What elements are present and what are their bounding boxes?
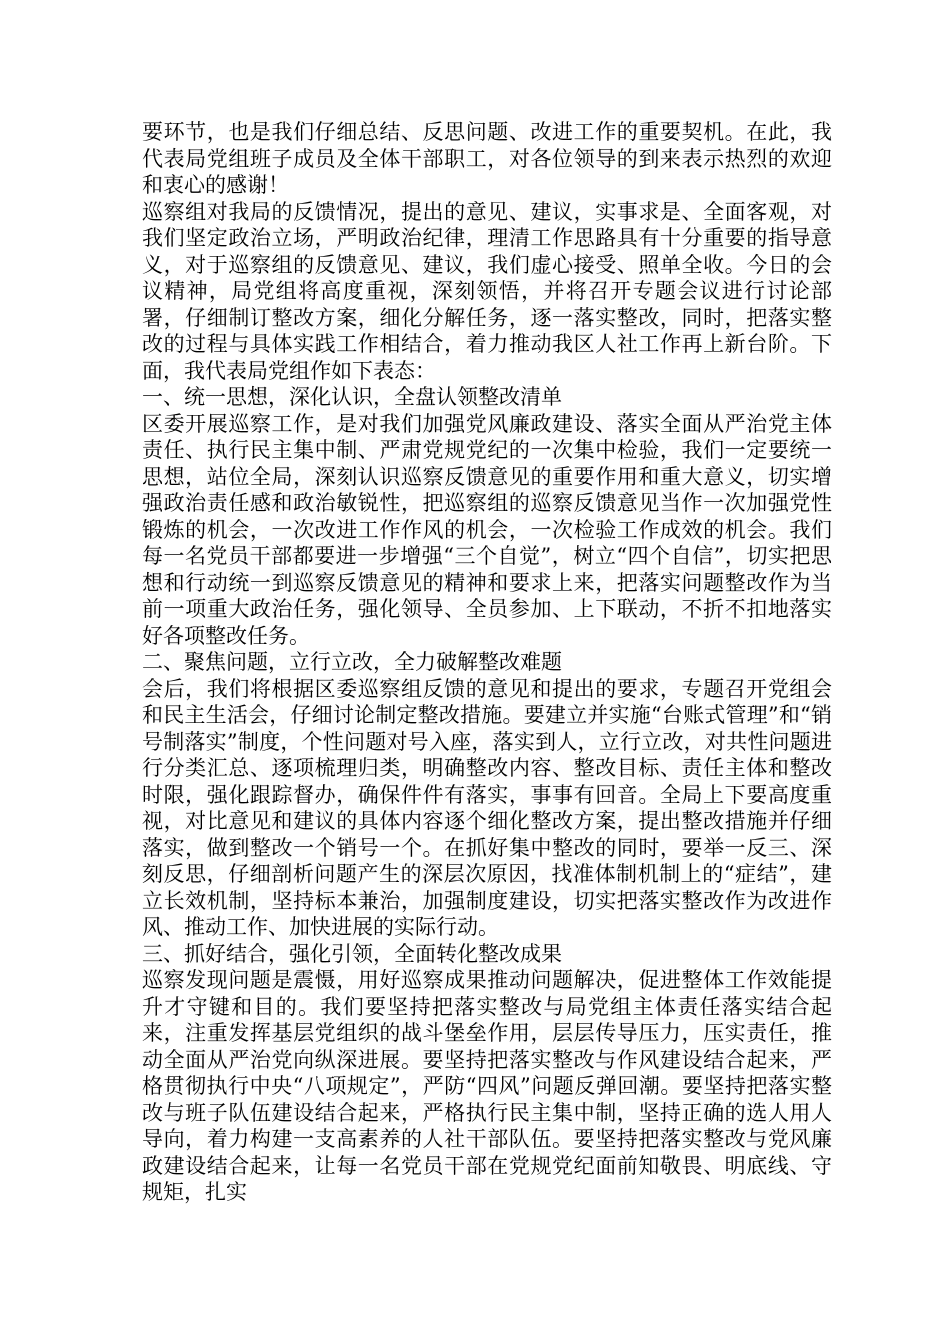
body-paragraph: 区委开展巡察工作，是对我们加强党风廉政建设、落实全面从严治党主体责任、执行民主集中制、严肃党规党纪的一次集中检验，我们一定要统一思想，站位全局，深刻认识巡察反馈意见的重要作用和重大意义，切实增强政治责任感和政治敏锐性，把巡察组的巡察反馈意见当作一次加强党性锻炼的机会，一次改进工作作风的机会，一次检验工作成效的机会。我们每一名党员干部都要进一步增强“三个自觉”，树立“四个自信”，切实把思想和行动统一到巡察反馈意见的精神和要求上来，把落实问题整改作为当前一项重大政治任务，强化领导、全员参加、上下联动，不折不扣地落实好各项整改任务。 [142, 411, 832, 648]
section-heading: 三、抓好结合，强化引领，全面转化整改成果 [142, 941, 562, 966]
section-heading: 一、统一思想，深化认识，全盘认领整改清单 [142, 385, 562, 409]
section-heading: 二、聚焦问题，立行立改，全力破解整改难题 [142, 650, 562, 674]
body-paragraph: 巡察发现问题是震慑，用好巡察成果推动问题解决，促进整体工作效能提升才守键和目的。我们要坚持把落实整改与局党组主体责任落实结合起来，注重发挥基层党组织的战斗堡垒作用，层层传导压力，压实责任，推动全面从严治党向纵深进展。要坚持把落实整改与作风建设结合起来，严格贯彻执行中央“八项规定”，严防“四风”问题反弹回潮。要坚持把落实整改与班子队伍建设结合起来，严格执行民主集中制，坚持正确的选人用人导向，着力构建一支高素养的人社干部队伍。要坚持把落实整改与党风廉政建设结合起来，让每一名党员干部在党规党纪面前知敬畏、明底线、守规矩，扎实 [142, 968, 832, 1204]
body-paragraph: 巡察组对我局的反馈情况，提出的意见、建议，实事求是、全面客观，对我们坚定政治立场，严明政治纪律，理清工作思路具有十分重要的指导意义，对于巡察组的反馈意见、建议，我们虚心接受、照单全收。今日的会议精神，局党组将高度重视，深刻领悟，并将召开专题会议进行讨论部署，仔细制订整改方案，细化分解任务，逐一落实整改，同时，把落实整改的过程与具体实践工作相结合，着力推动我区人社工作再上新台阶。下面，我代表局党组作如下表态： [142, 199, 832, 383]
body-paragraph: 会后，我们将根据区委巡察组反馈的意见和提出的要求，专题召开党组会和民主生活会，仔细讨论制定整改措施。要建立并实施“台账式管理”和“销号制落实”制度，个性问题对号入座，落实到人，立行立改，对共性问题进行分类汇总、逐项梳理归类，明确整改内容、整改目标、责任主体和整改时限，强化跟踪督办，确保件件有落实，事事有回音。全局上下要高度重视，对比意见和建议的具体内容逐个细化整改方案，提出整改措施并仔细落实，做到整改一个销号一个。在抓好集中整改的同时，要举一反三、深刻反思，仔细剖析问题产生的深层次原因，找准体制机制上的“症结”，建立长效机制，坚持标本兼治，加强制度建设，切实把落实整改作为改进作风、推动工作、加快进展的实际行动。 [142, 676, 832, 939]
body-paragraph: 要环节，也是我们仔细总结、反思问题、改进工作的重要契机。在此，我代表局党组班子成员及全体干部职工，对各位领导的到来表示热烈的欢迎和衷心的感谢！ [142, 120, 832, 197]
document-body [142, 119, 832, 1206]
